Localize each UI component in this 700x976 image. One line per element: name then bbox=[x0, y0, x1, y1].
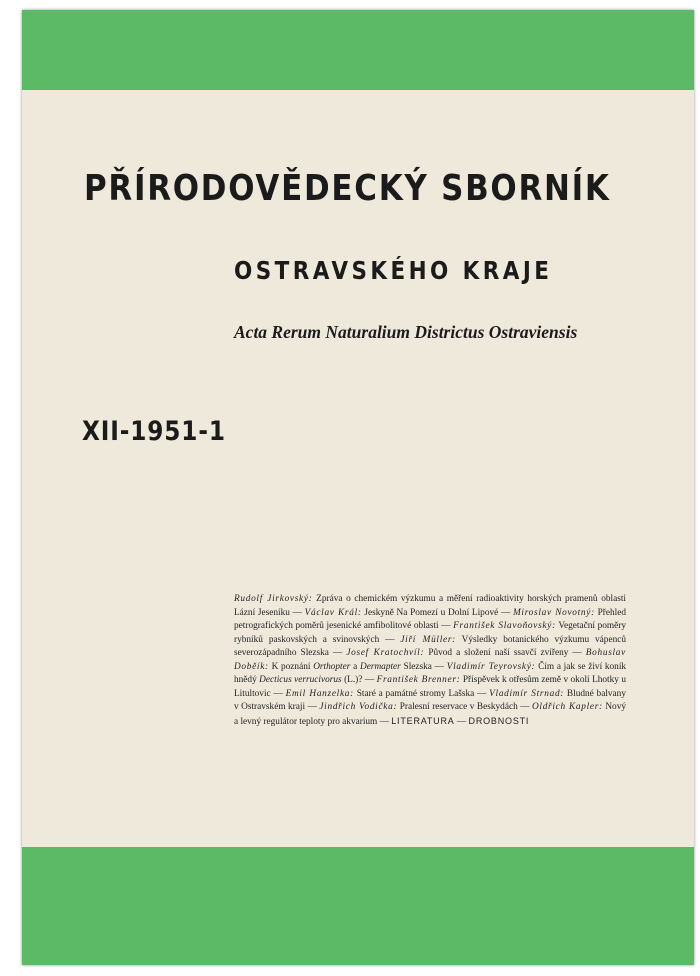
top-green-band bbox=[22, 10, 694, 90]
article-title: Pralesní reservace v Beskydách bbox=[399, 702, 518, 713]
article-title: Vegetační poměry rybníků paskovských a svinovských bbox=[234, 621, 626, 645]
journal-subtitle: OSTRAVSKÉHO KRAJE bbox=[234, 256, 553, 285]
article-author: Vladimír Strnad: bbox=[489, 688, 565, 699]
article-title: Bludné balvany v Ostravském kraji bbox=[234, 688, 626, 713]
article-title: Jeskyně Na Pomezí u Dolní Lipové bbox=[364, 607, 499, 618]
article-author: Rudolf Jirkovský: bbox=[234, 594, 313, 604]
article-author: František Brenner: bbox=[376, 675, 461, 686]
latin-title: Acta Rerum Naturalium Districtus Ostraviensis bbox=[234, 322, 578, 342]
section-literatura: LITERATURA bbox=[391, 715, 455, 726]
article-author: Václav Král: bbox=[304, 607, 362, 618]
article-title: Staré a památné stromy Lašska bbox=[356, 688, 475, 699]
journal-cover bbox=[22, 10, 694, 965]
article-title: Příspěvek k otřesům země v okolí Lhotky u Litultovic bbox=[234, 675, 627, 699]
article-author: Jindřich Vodička: bbox=[319, 702, 398, 713]
article-title: Výsledky botanického výzkumu vápenců severozápadního Slezska bbox=[234, 634, 626, 659]
article-title: Zpráva o chemickém výzkumu a měření radioaktivity horských pramenů oblasti Lázní Jeseníku bbox=[234, 594, 626, 618]
bottom-green-band bbox=[22, 847, 694, 965]
article-author: Josef Kratochvíl: bbox=[346, 648, 425, 659]
article-author: Vladimír Teyrovský: bbox=[446, 661, 536, 672]
journal-title: PŘÍRODOVĚDECKÝ SBORNÍK bbox=[84, 168, 611, 209]
article-title: K poznání Orthopter a Dermapter Slezska bbox=[271, 661, 432, 672]
article-author: Bohuslav Doběík: bbox=[234, 648, 626, 672]
article-title: Nový a levný regulátor teploty pro akvarium bbox=[234, 702, 627, 727]
section-drobnosti: DROBNOSTI bbox=[468, 715, 530, 726]
article-title: Čím a jak se živí koník hnědý Decticus verrucivorus (L.)? bbox=[234, 661, 627, 686]
article-title: Přehled petrografických poměrů jesenické amfibolitové oblasti bbox=[234, 607, 627, 632]
article-author: Jiří Müller: bbox=[400, 634, 456, 645]
article-author: Oldřich Kapler: bbox=[532, 702, 603, 713]
article-title: Původ a složení naší ssavčí zvířeny bbox=[428, 648, 569, 659]
article-author: Emil Hanzelka: bbox=[285, 688, 354, 699]
article-author: František Slavoňovský: bbox=[453, 621, 556, 632]
table-of-contents: Rudolf Jirkovský: Zpráva o chemickém výzkumu a měření radioaktivity horských pramenů oblasti Lázní Jeseníku — Václav Král: Jeskyně Na Pomezí u Dolní Lipové — Miroslav Novotný: Přehled petrografických poměrů jesenické amfibolitové oblasti — František Slavoňovský: Vegetační poměry rybníků paskovských a svinovských — Jiří Müller: Výsledky botanického výzkumu vápenců severozápadního Slezska — Josef Kratochvíl: Původ a složení naší ssavčí zvířeny — Bohuslav Doběík: K poznání Orthopter a Dermapter Slezska — Vladimír Teyrovský: Čím a jak se živí koník hnědý Decticus verrucivorus (L.)? — František Brenner: Příspěvek k otřesům země v okolí Lhotky u Litultovic — Emil Hanzelka: Staré a památné stromy Lašska — Vladimír Strnad: Bludné balvany v Ostravském kraji — Jindřich Vodička: Pralesní reservace v Beskydách — Oldřich Kapler: Nový a levný regulátor teploty pro akvarium — LITERATURA — DROBNOSTI bbox=[234, 594, 627, 727]
article-author: Miroslav Novotný: bbox=[512, 607, 595, 618]
volume-number: XII-1951-1 bbox=[82, 416, 226, 447]
